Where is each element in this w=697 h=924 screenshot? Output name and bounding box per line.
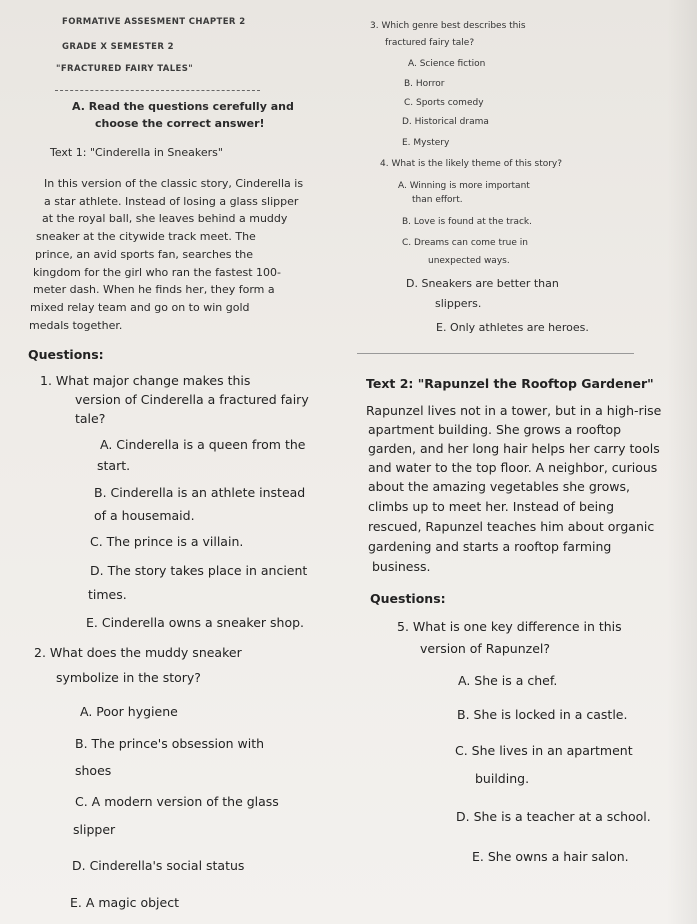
header-topic: "FRACTURED FAIRY TALES": [56, 64, 194, 74]
q5-option-a: A. She is a chef.: [458, 673, 558, 688]
q5-stem: version of Rapunzel?: [420, 641, 550, 656]
q4-option-c: unexpected ways.: [428, 256, 510, 266]
q5-option-c: building.: [475, 771, 530, 786]
header-title: FORMATIVE ASSESMENT CHAPTER 2: [62, 17, 246, 27]
text2-line: about the amazing vegetables she grows,: [368, 479, 630, 494]
q1-option-c: C. The prince is a villain.: [90, 534, 244, 549]
q2-option-c: C. A modern version of the glass: [75, 794, 279, 809]
text2-line: business.: [372, 559, 431, 574]
q3-option-c: C. Sports comedy: [404, 98, 484, 108]
q2-stem: symbolize in the story?: [56, 670, 201, 685]
header-grade: GRADE X SEMESTER 2: [62, 42, 174, 52]
q1-option-a: A. Cinderella is a queen from the: [100, 437, 306, 452]
text2-title: Text 2: "Rapunzel the Rooftop Gardener": [366, 376, 654, 391]
questions-heading: Questions:: [28, 347, 104, 362]
text1-line: meter dash. When he finds her, they form a: [33, 283, 275, 296]
q2-option-e: E. A magic object: [70, 895, 179, 910]
q3-option-a: A. Science fiction: [408, 59, 486, 69]
q4-option-a: than effort.: [412, 195, 463, 205]
q4-option-c: C. Dreams can come true in: [402, 238, 528, 248]
text2-line: apartment building. She grows a rooftop: [368, 422, 622, 437]
q1-option-d: D. The story takes place in ancient: [90, 563, 308, 578]
q1-stem: tale?: [75, 411, 106, 426]
q4-option-a: A. Winning is more important: [398, 181, 530, 191]
page-fold-shadow: [667, 0, 697, 924]
q2-option-a: A. Poor hygiene: [80, 704, 178, 719]
questions-heading-2: Questions:: [370, 591, 446, 606]
q1-option-b: B. Cinderella is an athlete instead: [94, 485, 306, 500]
q5-option-d: D. She is a teacher at a school.: [456, 809, 651, 824]
text1-line: sneaker at the citywide track meet. The: [36, 230, 256, 243]
text2-line: gardening and starts a rooftop farming: [368, 539, 612, 554]
q1-stem: 1. What major change makes this: [40, 373, 251, 388]
text2-line: Rapunzel lives not in a tower, but in a high-rise: [366, 403, 662, 418]
text1-line: a star athlete. Instead of losing a glass slipper: [44, 195, 299, 208]
text2-line: climbs up to meet her. Instead of being: [368, 499, 615, 514]
header-divider: [55, 90, 260, 91]
q1-option-b: of a housemaid.: [94, 508, 195, 523]
text1-line: mixed relay team and go on to win gold: [30, 301, 250, 314]
q3-stem: 3. Which genre best describes this: [370, 21, 526, 31]
q4-option-e: E. Only athletes are heroes.: [436, 321, 589, 334]
instructions-line1: A. Read the questions cerefully and: [72, 100, 294, 113]
q4-option-b: B. Love is found at the track.: [402, 217, 532, 227]
q1-stem: version of Cinderella a fractured fairy: [75, 392, 309, 407]
q1-option-e: E. Cinderella owns a sneaker shop.: [86, 615, 305, 630]
q2-option-d: D. Cinderella's social status: [72, 858, 245, 873]
text2-line: rescued, Rapunzel teaches him about organic: [368, 519, 655, 534]
q1-option-d: times.: [88, 587, 127, 602]
q4-stem: 4. What is the likely theme of this story?: [380, 159, 563, 169]
text1-line: kingdom for the girl who ran the fastest 100-: [33, 266, 281, 279]
instructions-line2: choose the correct answer!: [95, 117, 265, 130]
q4-option-d: D. Sneakers are better than: [406, 277, 559, 290]
q2-option-b: B. The prince's obsession with: [75, 736, 265, 751]
q2-stem: 2. What does the muddy sneaker: [34, 645, 242, 660]
q5-option-e: E. She owns a hair salon.: [472, 849, 629, 864]
q5-option-c: C. She lives in an apartment: [455, 743, 633, 758]
section-divider: [357, 353, 634, 354]
q2-option-c: slipper: [73, 822, 116, 837]
text1-line: at the royal ball, she leaves behind a muddy: [42, 212, 288, 225]
q3-option-b: B. Horror: [404, 79, 445, 89]
q5-stem: 5. What is one key difference in this: [397, 619, 622, 634]
text1-line: medals together.: [29, 319, 123, 332]
text1-line: In this version of the classic story, Cinderella is: [44, 177, 304, 190]
text2-line: and water to the top floor. A neighbor, curious: [368, 460, 658, 475]
q4-option-d: slippers.: [435, 297, 482, 310]
q3-option-e: E. Mystery: [402, 138, 450, 148]
text1-title: Text 1: "Cinderella in Sneakers": [50, 146, 223, 159]
q5-option-b: B. She is locked in a castle.: [457, 707, 628, 722]
q2-option-b: shoes: [75, 763, 112, 778]
q3-stem: fractured fairy tale?: [385, 38, 475, 48]
text1-line: prince, an avid sports fan, searches the: [35, 248, 254, 261]
q3-option-d: D. Historical drama: [402, 117, 489, 127]
text2-line: garden, and her long hair helps her carry tools: [368, 441, 660, 456]
q1-option-a: start.: [97, 458, 131, 473]
